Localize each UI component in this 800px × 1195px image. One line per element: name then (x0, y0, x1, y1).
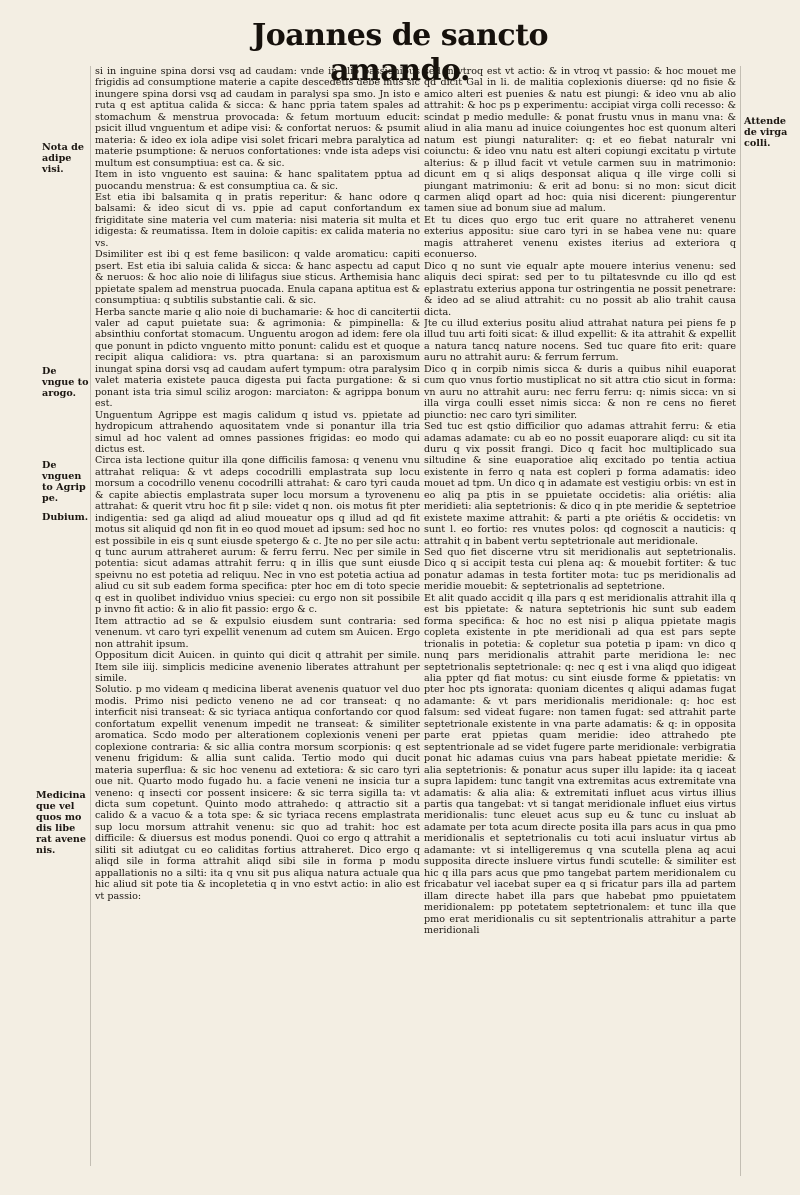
paragraph: sed in vtroq est vt actio: & in vtroq vt passio: & hoc mouet me qd dicit Gal in li. de malitia coplexionis diuerse: qd no fisie & amico alteri est puenies & natu est piungi: & ideo vnu ab alio attrahit: & hoc ps p experimentu: accipiat virga colli recesso: & scindat p medio medulle: & ponat frustu vnus in manu vna: & aliud in alia manu ad inuice coiungentes hoc est quonum alteri natum est piungi naturaliter: q: et eo fiebat naturalr vni coiunctu: & ideo vnu natu est alteri copiungi excitatu p virtute alterius: & p illud facit vt vetule carmen suu in matrimonio: dicunt em q si aliqs desponsat aliqua q ille virge colli si piungant matrimoniu: & erit ad bonu: si no mon: sicut dicit carmen aliqd opart ad hoc: quia nisi dicerent: piungerentur tamen siue ad bonum siue ad malum. (424, 66, 736, 215)
paragraph: Herba sancte marie q alio noie di buchamarie: & hoc di cancitertii valer ad caput puietate sua: & agrimonia: & pimpinella: & absinthiu confortat stomacum. Unguentu arogon ad idem: fere ola que ponunt in pdicto vnguento mitto ponunt: calidu est et quoque recipit aliqua calidiora: vs. ptra quartana: si an paroxismum inungat spina dorsi vsq ad caudam aufert tympum: otra paralysim valet materia existete pauca digesta pui facta purgatione: & si ponant ista tria simul sciliz arogon: marciaton: & agrippa bonum est. (95, 306, 420, 410)
left-text-column (95, 66, 420, 1166)
paragraph: Jte cu illud exterius positu aliud attrahat natura pei piens fe p illud tuu arti foiti sicat: & illud expellit: & ita attrahit & expellit a natura tancq nature nocens. Sed tuc quare fito erit: quare auru no attrahit auru: & ferrum ferrum. (424, 317, 736, 364)
paragraph: Et alit quado accidit q illa pars q est meridionalis attrahit illa q est bis ppietate: & natura septetrionis hic sunt sub eadem forma specifica: & hoc no est nisi p aliqua ppietate magis copleta existente in pte meridionali ad qua est pars septe trionalis in potetia: & copletur sua potetia p ipam: vn dico q nunq pars meridionalis attrahit parte meridiona le: nec septetrionalis septetrionale: q: nec q est i vna aliqd quo idigeat alia ppter qd fiat motus: cu sint eiusde forme & ppietatis: vn pter hoc pts ignorata: quoniam dicentes q aliqui adamas fugat adamante: & vt pars meridionalis meridionale: q: hoc est falsum: sed videat fugare: non tamen fugat: sed attrahit parte septetrionale existente in vna parte adamatis: & q: in opposita parte erat ppietas quam meridie: ideo attrahedo pte septentrionale ad se videt fugere parte meridionale: verbigratia ponat hic adamas cuius vna pars habeat ppietate meridie: & alia septetrionis: & ponatur acus super illu lapide: ita q iaceat supra lapidem: tunc tangit vna extremitas acus extremitate vna adamatis: & alia alia: & extremitati influet acus virtus illius partis qua tangebat: vt si tangat meridionale influet eius virtus meridionalis: tunc eleuet acus sup eu & tunc cu insluat ab adamate per tota acum directe posita illa pars acus in qua pmo meridionalis et septetrionalis cu toti acui insluatur virtus ab adamante: vt si intelligeremus q vna scutella plena aq acui supposita directe insluere virtus fundi scutelle: & similiter est hic q illa pars acus que pmo tangebat partem meridionalem cu fricabatur vel iacebat super ea q si fricatur pars illa ad partem illam directe habet illa pars que habebat pmo ppuietatem meridionalem: pp potetatem septetrionalem: et tunc illa que pmo erat meridionalis cu sit septentrionalis attrahitur a parte meridionali (424, 592, 736, 936)
paragraph: Et tu dices quo ergo tuc erit quare no attraheret venenu exterius appositu: siue caro tyri in se habea vene nu: quare magis attraheret venenu existes iterius ad exteriora q econuerso. (424, 214, 736, 261)
paragraph: Oppositum dicit Auicen. in quinto qui dicit q attrahit per simile. Item sile iiij. simplicis medicine avenenio liberates attrahunt per simile. (95, 650, 420, 685)
paragraph: Sed tuc est qstio difficilior quo adamas attrahit ferru: & etia adamas adamate: cu ab eo no possit euaporare aliqd: cu sit ita duru q vix possit frangi. Dico q facit hoc multiplicado sua siltudine & sine euaporatioe aliq excitado po tentia actiua existente in ferro q nata est copleri p forma adamatis: ideo mouet ad tpm. Un dico q in adamate est vestigiu orbis: vn est in eo aliq pa ptis in se ppuietate occidetis: alia oriétis: alia meridieti: alia septetrionis: & dico q in pte meridie & septetrioe existete maxime attrahit: & parti a pte oriétis & occidetis: vn sunt l. eo fortio: res vnutes polos: qd cognoscit a nauticis: q attrahit q in babent vertu septetrionale aut meridionale. (424, 421, 736, 547)
paragraph: Item attractio ad se & expulsio eiusdem sunt contraria: sed venenum. vt caro tyri expellit venenum ad cutem sm Auicen. Ergo non attrahit ipsum. (95, 615, 420, 650)
paragraph: Unguentum Agrippe est magis calidum q istud vs. ppietate ad hydropicum attrahendo aquositatem vnde si ponantur illa tria simul ad hoc valent ad omnes passiones frigidas: eo modo qui dictus est. (95, 409, 420, 455)
margin-note-medicina: Medicina que vel quos mo dis libe rat avene nis. (36, 790, 87, 856)
paragraph: Dico q in corpib nimis sicca & duris a quibus nihil euaporat cum quo vnus fortio mustiplicat no sit attra ctio sicut in forma: vn auru no attrahit auru: nec ferru ferru: q: nimis sicca: vn si illa virga coulli esset nimis sicca: & non re cens no fieret piunctio: nec caro tyri similiter. (424, 363, 736, 421)
paragraph: Item in isto vnguento est sauina: & hanc spalitatem pptua ad puocandu menstrua: & est consumptiua ca. & sic. (95, 169, 420, 192)
paragraph: Est etia ibi balsamita q in pratis reperitur: & hanc odore q balsami: & ideo sicut di vs. ppie ad caput confortandum ex frigiditate sine materia vel cum materia: nisi materia sit multa et idigesta: & reumatissa. Item in doloie capitis: ex calida materia no vs. (95, 191, 420, 249)
running-head: Joannes de sancto amando. (252, 18, 548, 88)
paragraph: si in inguine spina dorsi vsq ad caudam: vnde in alio passionibus frigidis ad consumptione materie a capite descedetis debe mus sic inungere spina dorsi vsq ad caudam in paralysi spa smo. Jn isto e ruta q est aptitua calida & sicca: & hanc ppria tatem spales ad stomachum & menstrua provocada: & fetum mortuum educit: psicit illud vnguentum et adipe visi: & confortat neruos: & psumit materia: & ideo ex iola adipe visi solet fricari mebra paralytica ad materie psumptione: & neruos confortationes: vnde ista adeps visi multum est consumptiua: est ca. & sic. (95, 66, 420, 169)
paragraph: Dico q no sunt vie equalr apte mouere interius venenu: sed aliquis deci spirat: sed per to tu piltatesvnde cu illo qd est eplastratu exterius appona tur ostringentia ne possit penetrare: & ideo ad se aliud attrahit: cu no possit ab alio trahit causa dicta. (424, 260, 736, 318)
right-text-column (424, 66, 736, 1176)
margin-note-arogon: De vngue to arogo. (42, 366, 89, 399)
paragraph: Circa ista lectione quitur illa qone difficilis famosa: q venenu vnu attrahat reliqua: & vt adeps cocodrilli emplastrata sup locu morsum a cocodrillo venenu cocodrilli attrahat: & caro tyri cauda & capite abiectis emplastrata super locu morsum a tyrovenenu attrahat: & querit vtru hoc fit p sile: videt q non. ois motus fit pter indigentia: sed ga aliqd ad aliud moueatur ops q illud ad qd fit motus sit aliquid qd non fit in eo quod mouet ad ipsum: sed hoc no est possibile in eis q sunt eiusde spetergo & c. Jte no per sile actu: q tunc aurum attraheret aurum: & ferru ferru. Nec per simile in potentia: sicut adamas attrahit ferru: q in illis que sunt eiusde speivnu no est potetia ad reliquu. Nec in vno est potetia actiua ad aliud cu sit sub eadem forma specifica: pter hoc em di toto specie q est in quolibet individuo vnius speciei: cu ergo non sit possibile p invno fit actio: & in alio fit passio: ergo & c. (95, 455, 420, 616)
margin-note-attende: Attende de virga colli. (744, 116, 788, 149)
margin-note-agrippe: De vnguen to Agrip pe. (42, 460, 86, 504)
left-column-rule (90, 66, 91, 1166)
margin-note-adipe: Nota de adipe visi. (42, 142, 84, 175)
margin-note-dubium: Dubium. (42, 512, 89, 523)
paragraph: Solutio. p mo videam q medicina liberat avenenis quatuor vel duo modis. Primo nisi pedicto veneno ne ad cor transeat: q no interficit nisi transeat: & sic tyriaca antiqua confortando cor quod confortatum expellit venenum impedit ne transeat: & similiter aromatica. Scdo modo per alterationem coplexionis veneni per coplexione contraria: & sic allia contra morsum scorpionis: q est venenu frigidum: & allia sunt calida. Tertio modo qui ducit materia superflua: & sic hoc venenu ad extetiora: & sic caro tyri oue nit. Quarto modo fugado hu. a facie veneni ne insicia tur a veneno: q insecti cor possent insicere: & sic terra sigilla ta: vt dicta sum copetunt. Quinto modo attrahedo: q attractio sit a calido & a vacuo & a tota spe: & sic tyriaca recens emplastrata sup locu morsum attrahit venenu: sic quo ad trahit: hoc est difficile: & diuersus est modus ponendi. Quoi co ergo q attrahit a siliti sit adiutgat cu eo caliditas fortius attraheret. Dico ergo q aliqd sile in forma attrahit aliqd sibi sile in forma p modu appallationis no a silti: ita q vnu sit pus aliqua natura actuale qua hic aliud sit pote tia & incopletetia q in vno estvt actio: in alio est vt passio: (95, 684, 420, 902)
paragraph: Sed quo fiet discerne vtru sit meridionalis aut septetrionalis. Dico q si accipit testa cui plena aq: & mouebit fortiter: & tuc ponatur adamas in testa fortiter mota: tuc ps meridionalis ad meridie mouebit: & septetrionalis ad septetrione. (424, 547, 736, 593)
paragraph: Dsimiliter est ibi q est feme basilicon: q valde aromaticu: capiti psert. Est etia ibi saluia calida & sicca: & hanc aspectu ad caput & neruos: & hoc alio noie di lilifagus siue sticus. Arthemisia hanc ppietate spalem ad menstrua puocada. Enula capana aptitua est & consumptiua: q subtilis substantie cali. & sic. (95, 249, 420, 307)
right-column-rule (740, 66, 741, 1176)
